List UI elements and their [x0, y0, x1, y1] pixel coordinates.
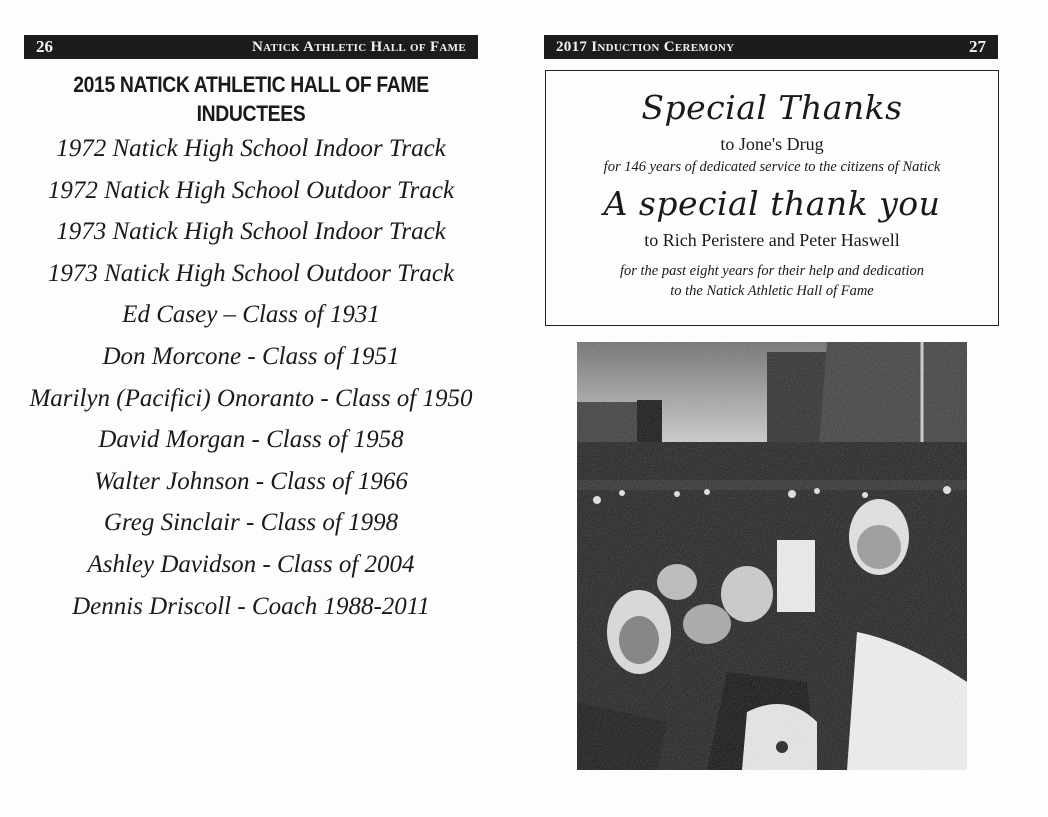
inductee-item: Marilyn (Pacifici) Onoranto - Class of 1950: [29, 384, 473, 412]
special-thank-you-heading: A special thank you: [603, 184, 941, 223]
left-header-bar: [24, 35, 478, 59]
right-running-header: 2017 Induction Ceremony: [556, 38, 735, 55]
thanks-note-2a: for the past eight years for their help and dedication: [619, 263, 925, 279]
special-thanks-box: [545, 70, 999, 326]
inductee-item: 1973 Natick High School Indoor Track: [56, 218, 446, 246]
right-page-number: 27: [969, 37, 986, 56]
special-thanks-heading: Special Thanks: [641, 88, 903, 127]
inductee-item: 1972 Natick High School Indoor Track: [56, 135, 446, 162]
thanks-note-1: for 146 years of dedicated service to the citizens of Natick: [603, 159, 941, 175]
inductee-item: Greg Sinclair - Class of 1998: [103, 509, 399, 537]
inductee-item: Ed Casey – Class of 1931: [122, 301, 380, 329]
thanks-recipient-1: to Jone's Drug: [720, 134, 824, 154]
thanks-recipient-2: to Rich Peristere and Peter Haswell: [644, 230, 900, 250]
inductee-item: David Morgan - Class of 1958: [98, 426, 404, 454]
football-team-photo: [577, 342, 967, 770]
left-page: [0, 0, 510, 817]
inductee-item: Don Morcone - Class of 1951: [102, 342, 400, 370]
left-running-header: Natick Athletic Hall of Fame: [252, 38, 466, 55]
inductee-item: Dennis Driscoll - Coach 1988-2011: [72, 592, 430, 620]
photo-image: [577, 342, 967, 770]
inductee-item: Ashley Davidson - Class of 2004: [87, 550, 415, 578]
right-header-bar: [544, 35, 998, 59]
inductee-item: 1972 Natick High School Outdoor Track: [47, 176, 455, 204]
inductees-title: 2015 NATICK ATHLETIC HALL OF FAME INDUCTEES: [73, 72, 429, 126]
left-page-number: 26: [36, 37, 53, 56]
inductee-item: Walter Johnson - Class of 1966: [94, 467, 408, 495]
thanks-note-2b: to the Natick Athletic Hall of Fame: [670, 283, 874, 299]
inductee-list: [24, 133, 478, 632]
inductee-item: 1973 Natick High School Outdoor Track: [47, 259, 455, 287]
